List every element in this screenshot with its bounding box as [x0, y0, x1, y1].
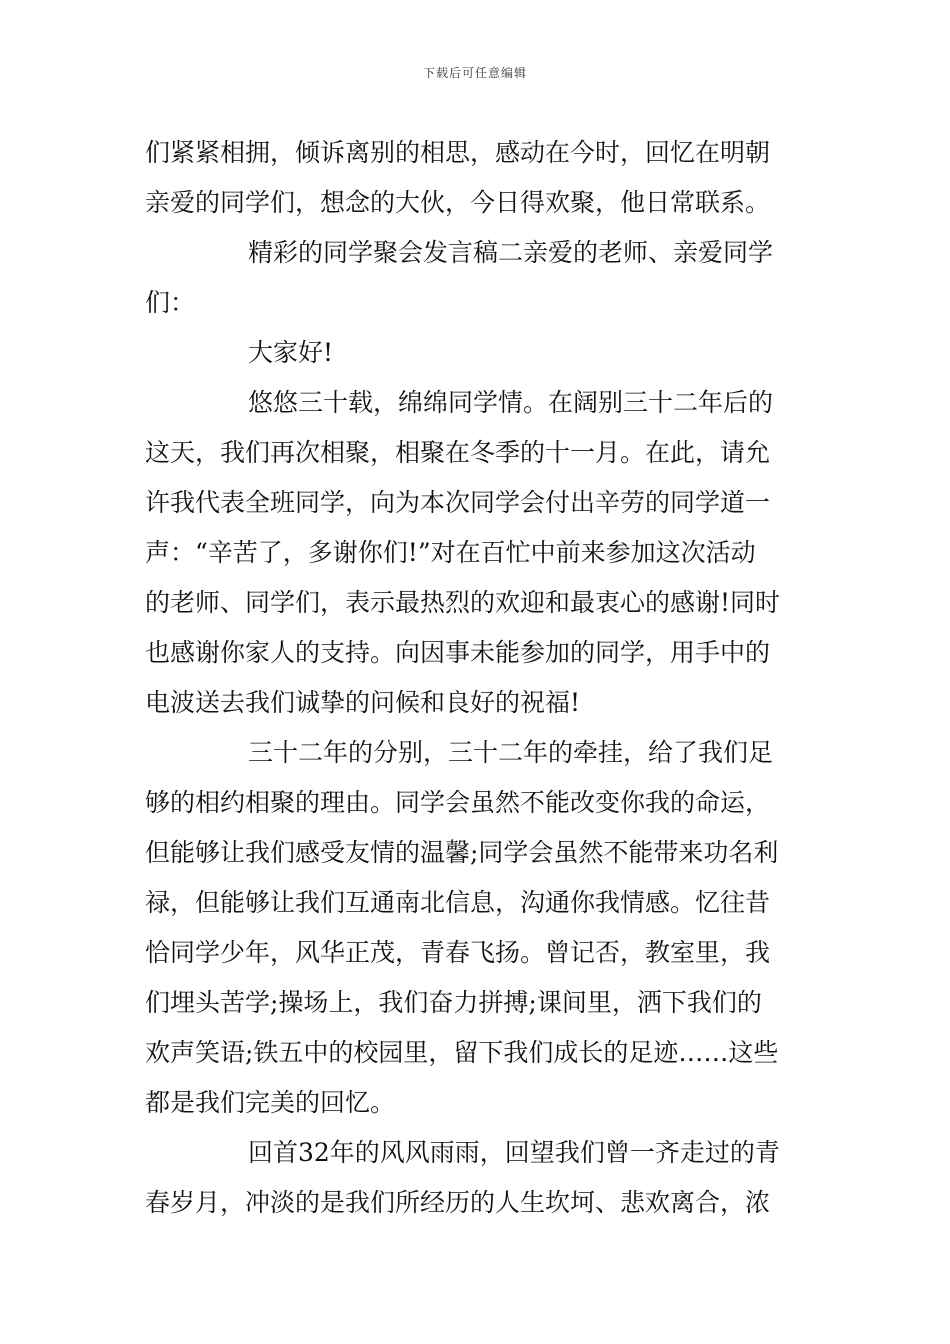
text-line: 许我代表全班同学，向为本次同学会付出辛劳的同学道一 — [145, 488, 771, 517]
text-line: 亲爱的同学们，想念的大伙，今日得欢聚，他日常联系。 — [145, 188, 771, 217]
text-line: 够的相约相聚的理由。同学会虽然不能改变你我的命运， — [145, 788, 771, 817]
text-line-indented: 精彩的同学聚会发言稿二亲爱的老师、亲爱同学 — [248, 238, 774, 267]
text-line: 也感谢你家人的支持。向因事未能参加的同学，用手中的 — [145, 638, 771, 667]
greeting-line: 大家好! — [248, 338, 334, 367]
text-line: 禄，但能够让我们互通南北信息，沟通你我情感。忆往昔 — [145, 888, 771, 917]
text-line: 都是我们完美的回忆。 — [145, 1088, 396, 1117]
text-line: 恰同学少年，风华正茂，青春飞扬。曾记否，教室里，我 — [145, 938, 771, 967]
text-line-indented: 三十二年的分别，三十二年的牵挂，给了我们足 — [248, 738, 774, 767]
text-line: 们： — [145, 288, 196, 317]
text-line: 们紧紧相拥，倾诉离别的相思，感动在今时，回忆在明朝 — [145, 138, 771, 167]
text-line: 春岁月，冲淡的是我们所经历的人生坎坷、悲欢离合，浓 — [145, 1188, 771, 1217]
text-line: 声：“辛苦了，多谢你们!”对在百忙中前来参加这次活动 — [145, 538, 756, 567]
text-line-indented: 悠悠三十载，绵绵同学情。在阔别三十二年后的 — [248, 388, 774, 417]
text-line: 欢声笑语;铁五中的校园里，留下我们成长的足迹……这些 — [145, 1038, 779, 1067]
text-line: 电波送去我们诚挚的问候和良好的祝福! — [145, 688, 581, 717]
text-line: 但能够让我们感受友情的温馨;同学会虽然不能带来功名利 — [145, 838, 779, 867]
text-line-indented: 回首32年的风风雨雨，回望我们曾一齐走过的青 — [248, 1138, 780, 1167]
text-line: 的老师、同学们，表示最热烈的欢迎和最衷心的感谢!同时 — [145, 588, 781, 617]
document-body — [145, 128, 807, 1228]
text-line: 这天，我们再次相聚，相聚在冬季的十一月。在此，请允 — [145, 438, 771, 467]
page-header: 下载后可任意编辑 — [422, 66, 527, 80]
text-line: 们埋头苦学;操场上，我们奋力拼搏;课间里，洒下我们的 — [145, 988, 762, 1017]
